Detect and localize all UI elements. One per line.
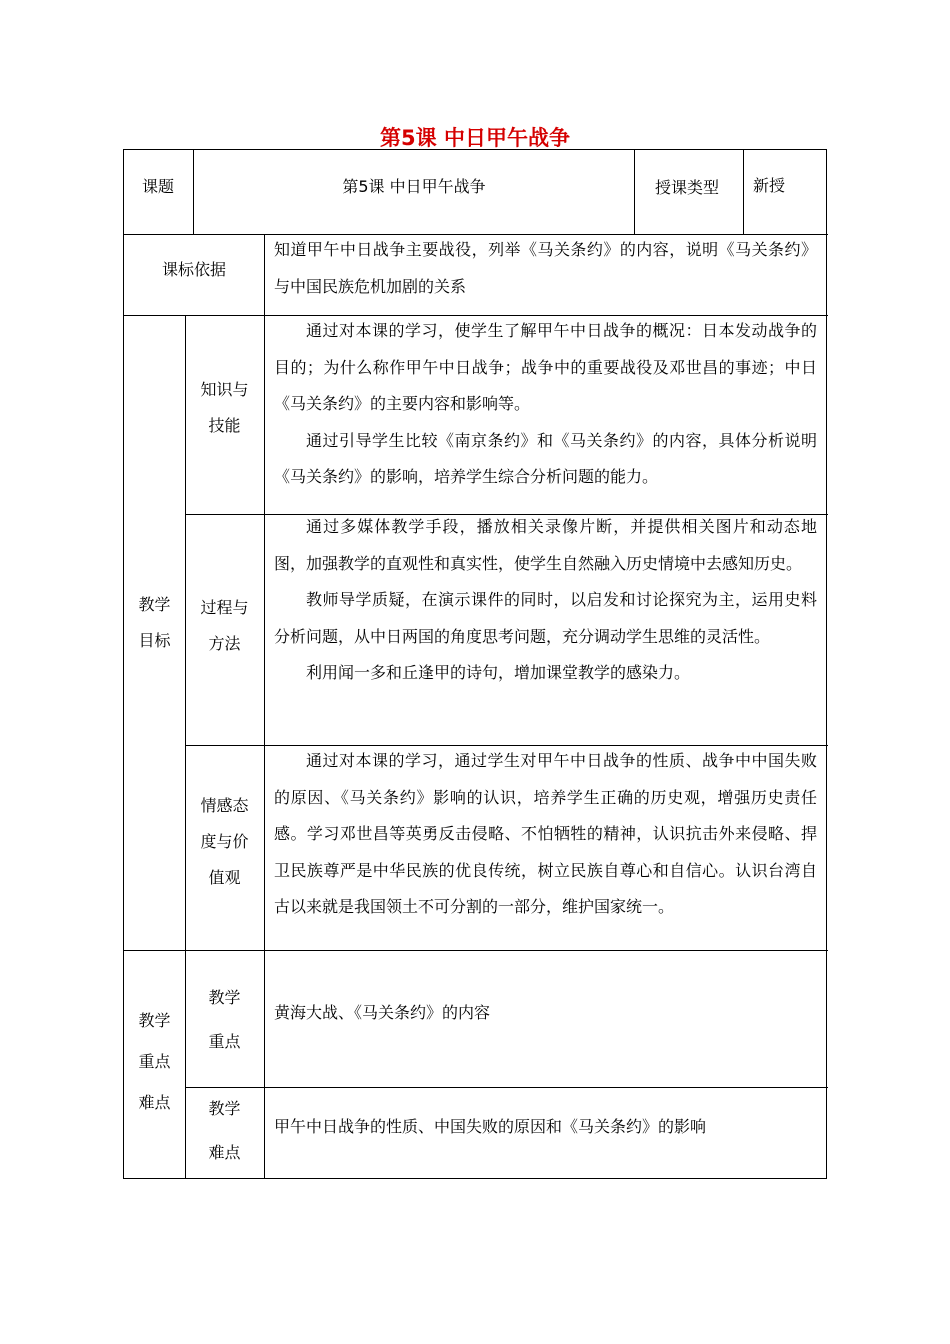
emotion-paragraph: 通过对本课的学习，通过学生对甲午中日战争的性质、战争中中国失败的原因、《马关条约》影响的认识，培养学生正确的历史观，增强历史责任感。学习邓世昌等英勇反击侵略、不怕牺牲的精神，认识抗击外来侵略、捍卫民族尊严是中华民族的优良传统，树立民族自尊心和自信心。认识台湾自古以来就是我国领土不可分割的一部分，维护国家统一。 <box>274 751 817 916</box>
knowledge-paragraph: 通过引导学生比较《南京条约》和《马关条约》的内容，具体分析说明《马关条约》的影响，培养学生综合分析问题的能力。 <box>274 430 817 486</box>
focus-label <box>185 976 264 1064</box>
col-divider <box>634 150 635 234</box>
knowledge-label-line: 知识与 <box>200 380 249 399</box>
topic-label: 课题 <box>142 177 175 196</box>
knowledge-text <box>274 313 817 496</box>
keypoints-label-line: 难点 <box>138 1093 171 1112</box>
knowledge-label <box>185 372 264 444</box>
col-divider <box>264 234 265 315</box>
focus-text: 黄海大战、《马关条约》的内容 <box>274 1003 491 1022</box>
difficulty-label-line: 教学 <box>208 1099 241 1118</box>
process-label <box>185 590 264 662</box>
basis-text <box>274 232 817 305</box>
basis-paragraph: 知道甲午中日战争主要战役，列举《马关条约》的内容，说明《马关条约》与中国民族危机加剧的关系 <box>274 240 817 296</box>
col-divider <box>743 150 744 234</box>
process-label-line: 方法 <box>208 634 241 653</box>
row-divider <box>124 950 828 951</box>
row-divider <box>185 1087 828 1088</box>
difficulty-label-line: 难点 <box>208 1143 241 1162</box>
focus-label-line: 重点 <box>208 1032 241 1051</box>
emotion-label-line: 值观 <box>208 868 241 887</box>
keypoints-label-line: 教学 <box>138 1011 171 1030</box>
emotion-label <box>185 788 264 896</box>
process-paragraph: 教师导学质疑，在演示课件的同时，以启发和讨论探究为主，运用史料分析问题，从中日两国的角度思考问题，充分调动学生思维的灵活性。 <box>274 590 817 646</box>
emotion-label-line: 度与价 <box>200 832 249 851</box>
type-value: 新授 <box>753 176 786 195</box>
col-divider <box>264 315 265 1179</box>
document-title: 第5课 中日甲午战争 <box>380 126 570 150</box>
basis-label: 课标依据 <box>161 260 226 279</box>
process-paragraph: 通过多媒体教学手段，播放相关录像片断，并提供相关图片和动态地图，加强教学的直观性和真实性，使学生自然融入历史情境中去感知历史。 <box>274 517 817 573</box>
knowledge-paragraph: 通过对本课的学习，使学生了解甲午中日战争的概况：日本发动战争的目的；为什么称作甲午中日战争；战争中的重要战役及邓世昌的事迹；中日《马关条约》的主要内容和影响等。 <box>274 321 817 413</box>
emotion-label-line: 情感态 <box>200 796 249 815</box>
objectives-label <box>124 587 185 659</box>
objectives-label-line: 目标 <box>138 631 171 650</box>
process-label-line: 过程与 <box>200 598 249 617</box>
topic-value: 第5课 中日甲午战争 <box>342 177 486 196</box>
keypoints-label <box>124 1000 185 1123</box>
keypoints-label-line: 重点 <box>138 1052 171 1071</box>
type-label: 授课类型 <box>655 178 720 197</box>
lesson-plan-table <box>123 149 827 1179</box>
emotion-text <box>274 743 817 926</box>
process-text <box>274 509 817 692</box>
focus-label-line: 教学 <box>208 988 241 1007</box>
difficulty-text: 甲午中日战争的性质、中国失败的原因和《马关条约》的影响 <box>274 1117 707 1136</box>
objectives-label-line: 教学 <box>138 595 171 614</box>
knowledge-label-line: 技能 <box>208 416 241 435</box>
difficulty-label <box>185 1087 264 1175</box>
process-paragraph: 利用闻一多和丘逢甲的诗句，增加课堂教学的感染力。 <box>306 663 691 682</box>
